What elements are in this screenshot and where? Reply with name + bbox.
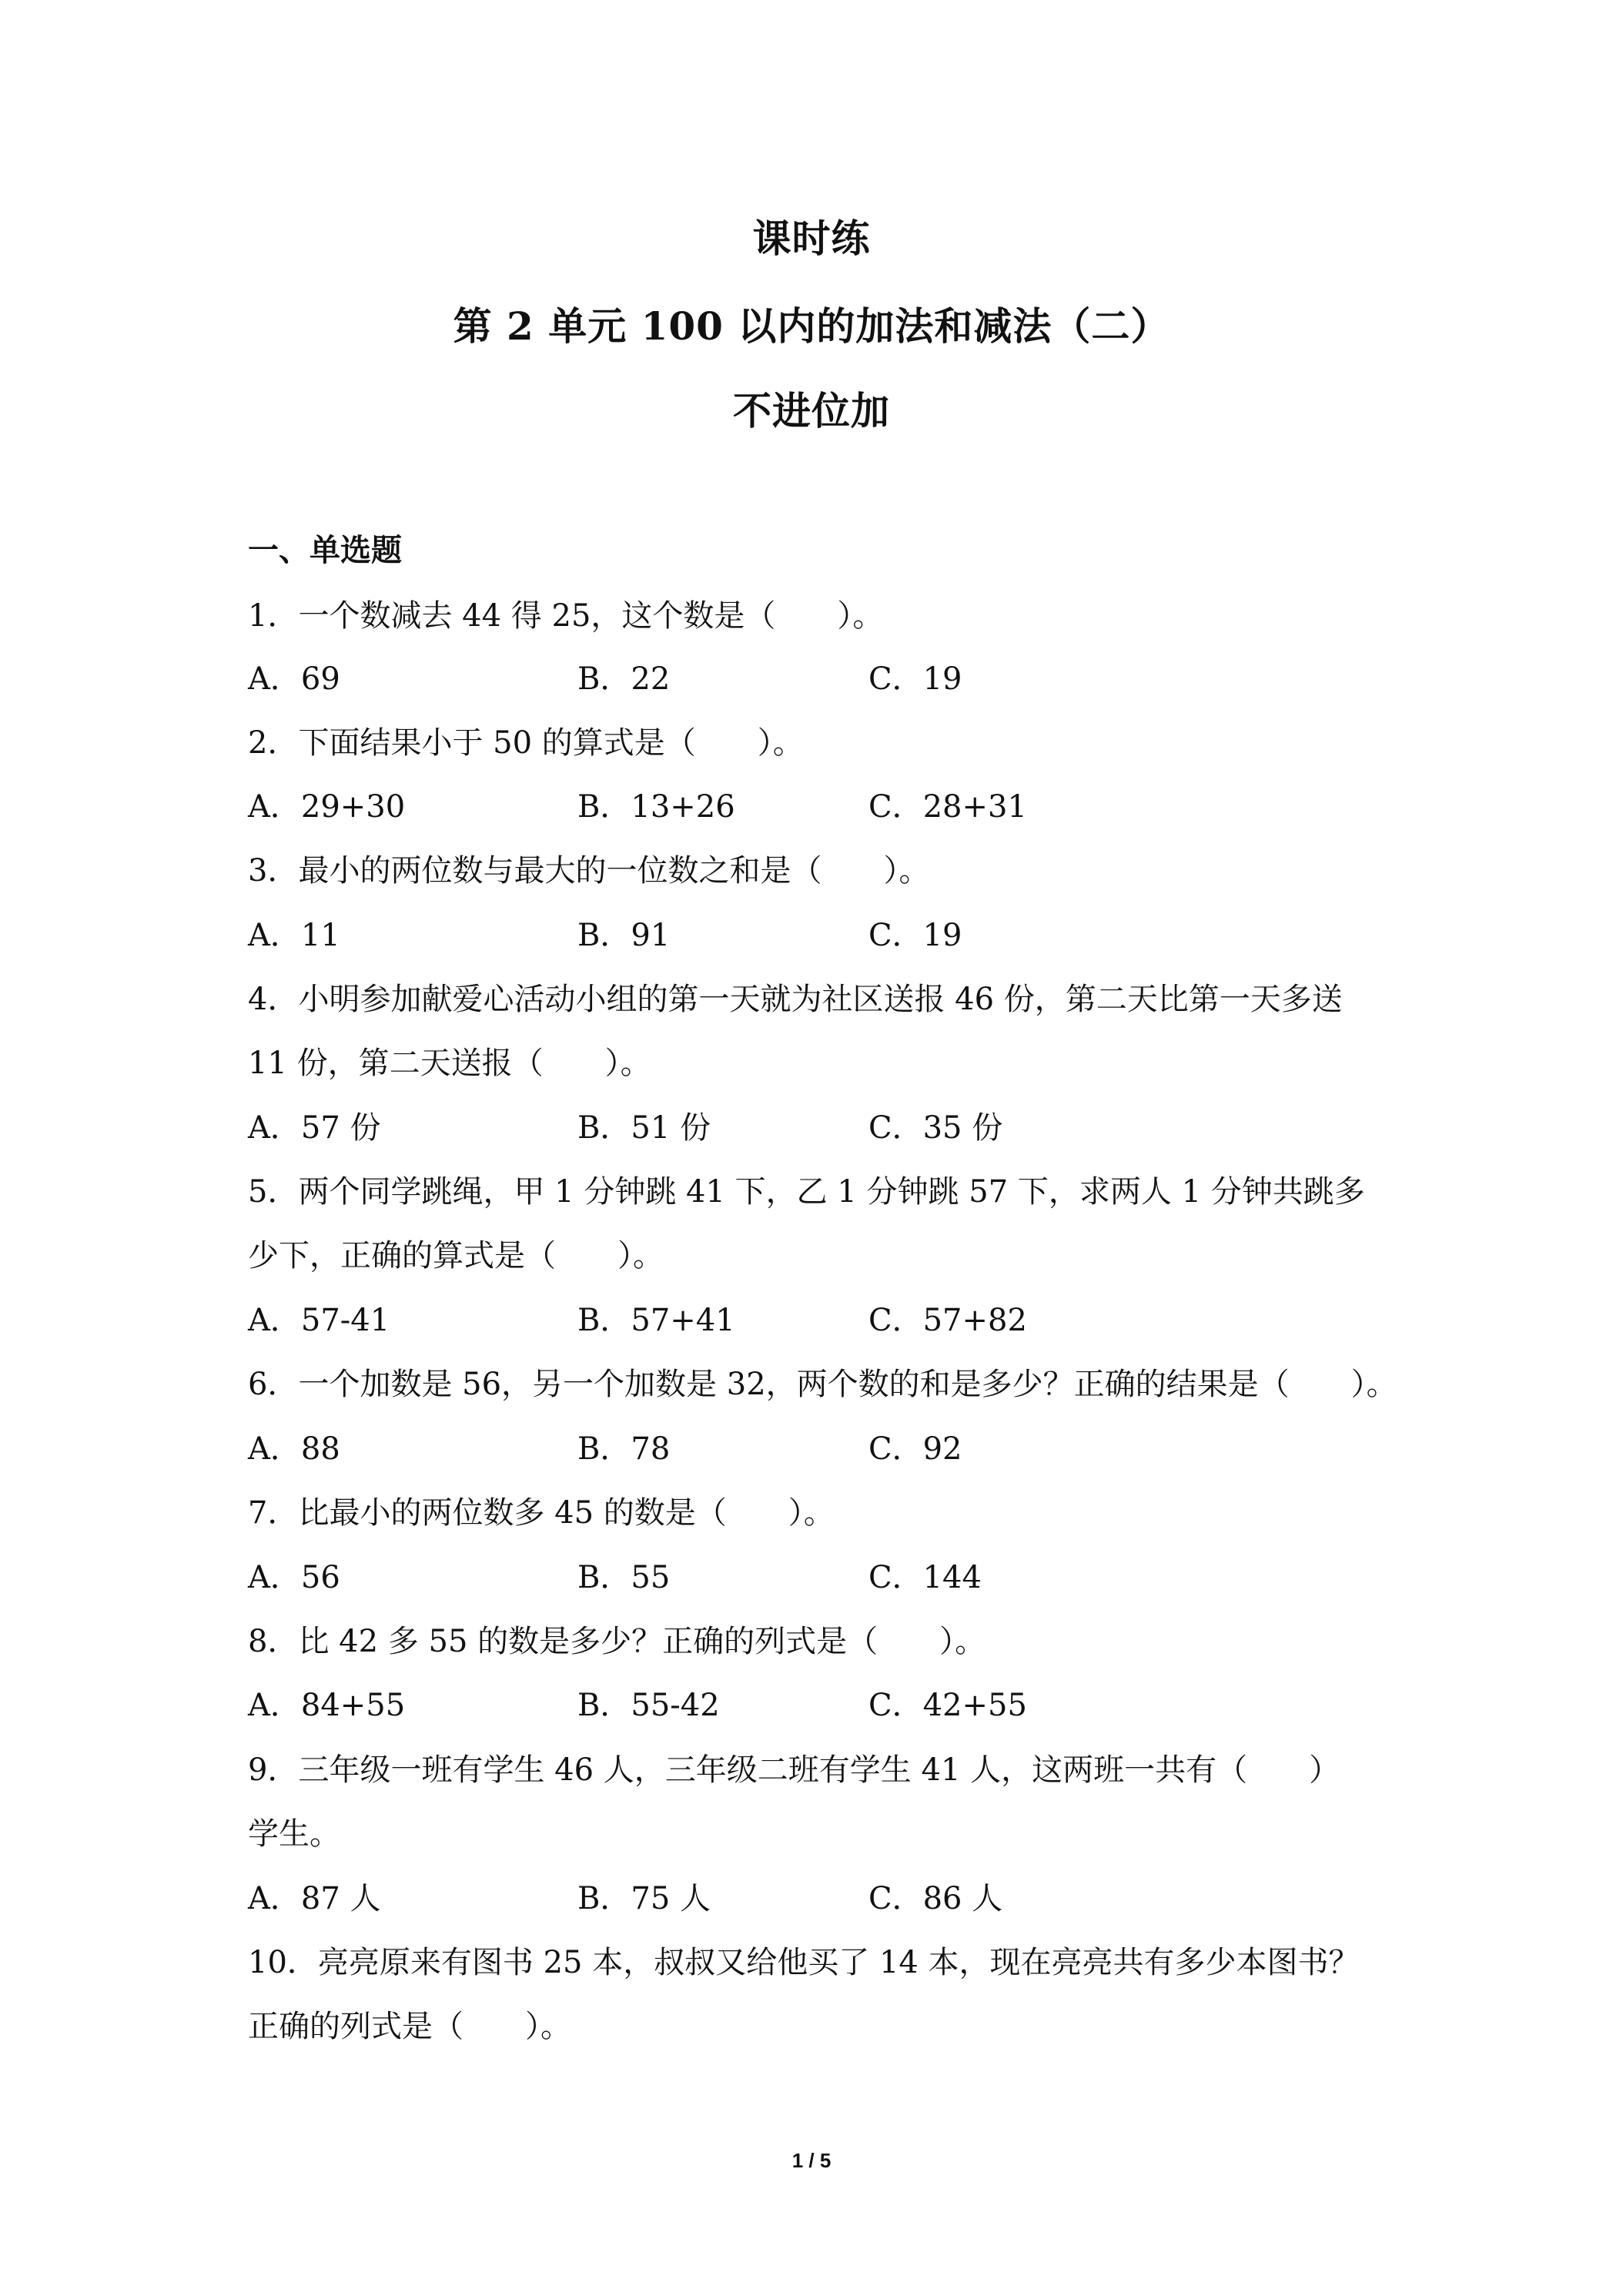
option-a: A．57 份 (248, 1110, 381, 1146)
option-b: B．55 (577, 1560, 671, 1595)
question-10-text-line-1: 10．亮亮原来有图书 25 本，叔叔又给他买了 14 本，现在亮亮共有多少本图书？ (248, 1945, 1360, 1980)
option-c: C．92 (868, 1431, 962, 1467)
question-1-options (248, 660, 1403, 698)
option-a: A．69 (248, 661, 340, 697)
option-a: A．57-41 (248, 1303, 390, 1338)
question-10-text-line-2: 正确的列式是（ ）。 (248, 2009, 571, 2044)
question-4-text-line-1: 4．小明参加献爱心活动小组的第一天就为社区送报 46 份，第二天比第一天多送 (248, 982, 1343, 1017)
option-a: A．84+55 (248, 1688, 406, 1723)
option-a: A．56 (248, 1560, 340, 1595)
question-3-options (248, 916, 1403, 955)
option-b: B．57+41 (577, 1303, 735, 1338)
question-2-text: 2．下面结果小于 50 的算式是（ ）。 (248, 725, 804, 761)
lesson-topic: 不进位加 (733, 388, 890, 433)
option-b: B．51 份 (577, 1110, 711, 1146)
option-c: C．86 人 (868, 1881, 1003, 1916)
question-5-text-line-2: 少下，正确的算式是（ ）。 (248, 1238, 664, 1274)
option-c: C．28+31 (868, 789, 1027, 825)
option-b: B．78 (577, 1431, 671, 1467)
unit-title: 第 2 单元 100 以内的加法和减法（二） (453, 303, 1170, 349)
question-5-text-line-1: 5．两个同学跳绳，甲 1 分钟跳 41 下，乙 1 分钟跳 57 下，求两人 1 分钟共跳多 (248, 1174, 1365, 1210)
option-c: C．35 份 (868, 1110, 1003, 1146)
option-c: C．19 (868, 661, 962, 697)
question-9-options (248, 1879, 1403, 1918)
option-b: B．13+26 (577, 789, 735, 825)
question-6-text: 6．一个加数是 56，另一个加数是 32，两个数的和是多少？正确的结果是（ ）。 (248, 1367, 1397, 1402)
question-8-text: 8．比 42 多 55 的数是多少？正确的列式是（ ）。 (248, 1624, 986, 1659)
option-c: C．19 (868, 918, 962, 953)
question-6-options (248, 1430, 1403, 1468)
option-a: A．87 人 (248, 1881, 381, 1916)
page-number: 1 / 5 (791, 2149, 832, 2172)
option-a: A．11 (248, 918, 340, 953)
question-2-options (248, 788, 1403, 826)
question-8-options (248, 1686, 1403, 1725)
question-9-text-line-1: 9．三年级一班有学生 46 人，三年级二班有学生 41 人，这两班一共有（ ） (248, 1752, 1340, 1788)
question-4-text-line-2: 11 份，第二天送报（ ）。 (248, 1046, 651, 1081)
option-c: C．57+82 (868, 1303, 1027, 1338)
option-a: A．29+30 (248, 789, 406, 825)
option-b: B．22 (577, 661, 671, 697)
question-1-text: 1．一个数减去 44 得 25，这个数是（ ）。 (248, 598, 884, 634)
question-9-text-line-2: 学生。 (248, 1816, 340, 1852)
question-3-text: 3．最小的两位数与最大的一位数之和是（ ）。 (248, 853, 930, 889)
worksheet-title: 课时练 (752, 216, 871, 261)
option-c: C．42+55 (868, 1688, 1027, 1723)
section-heading: 一、单选题 (248, 532, 402, 568)
option-b: B．91 (577, 918, 671, 953)
option-b: B．75 人 (577, 1881, 711, 1916)
option-c: C．144 (868, 1560, 982, 1595)
option-b: B．55-42 (577, 1688, 720, 1723)
question-7-text: 7．比最小的两位数多 45 的数是（ ）。 (248, 1495, 835, 1531)
question-7-options (248, 1558, 1403, 1597)
question-5-options (248, 1301, 1403, 1340)
option-a: A．88 (248, 1431, 340, 1467)
question-4-options (248, 1109, 1403, 1147)
